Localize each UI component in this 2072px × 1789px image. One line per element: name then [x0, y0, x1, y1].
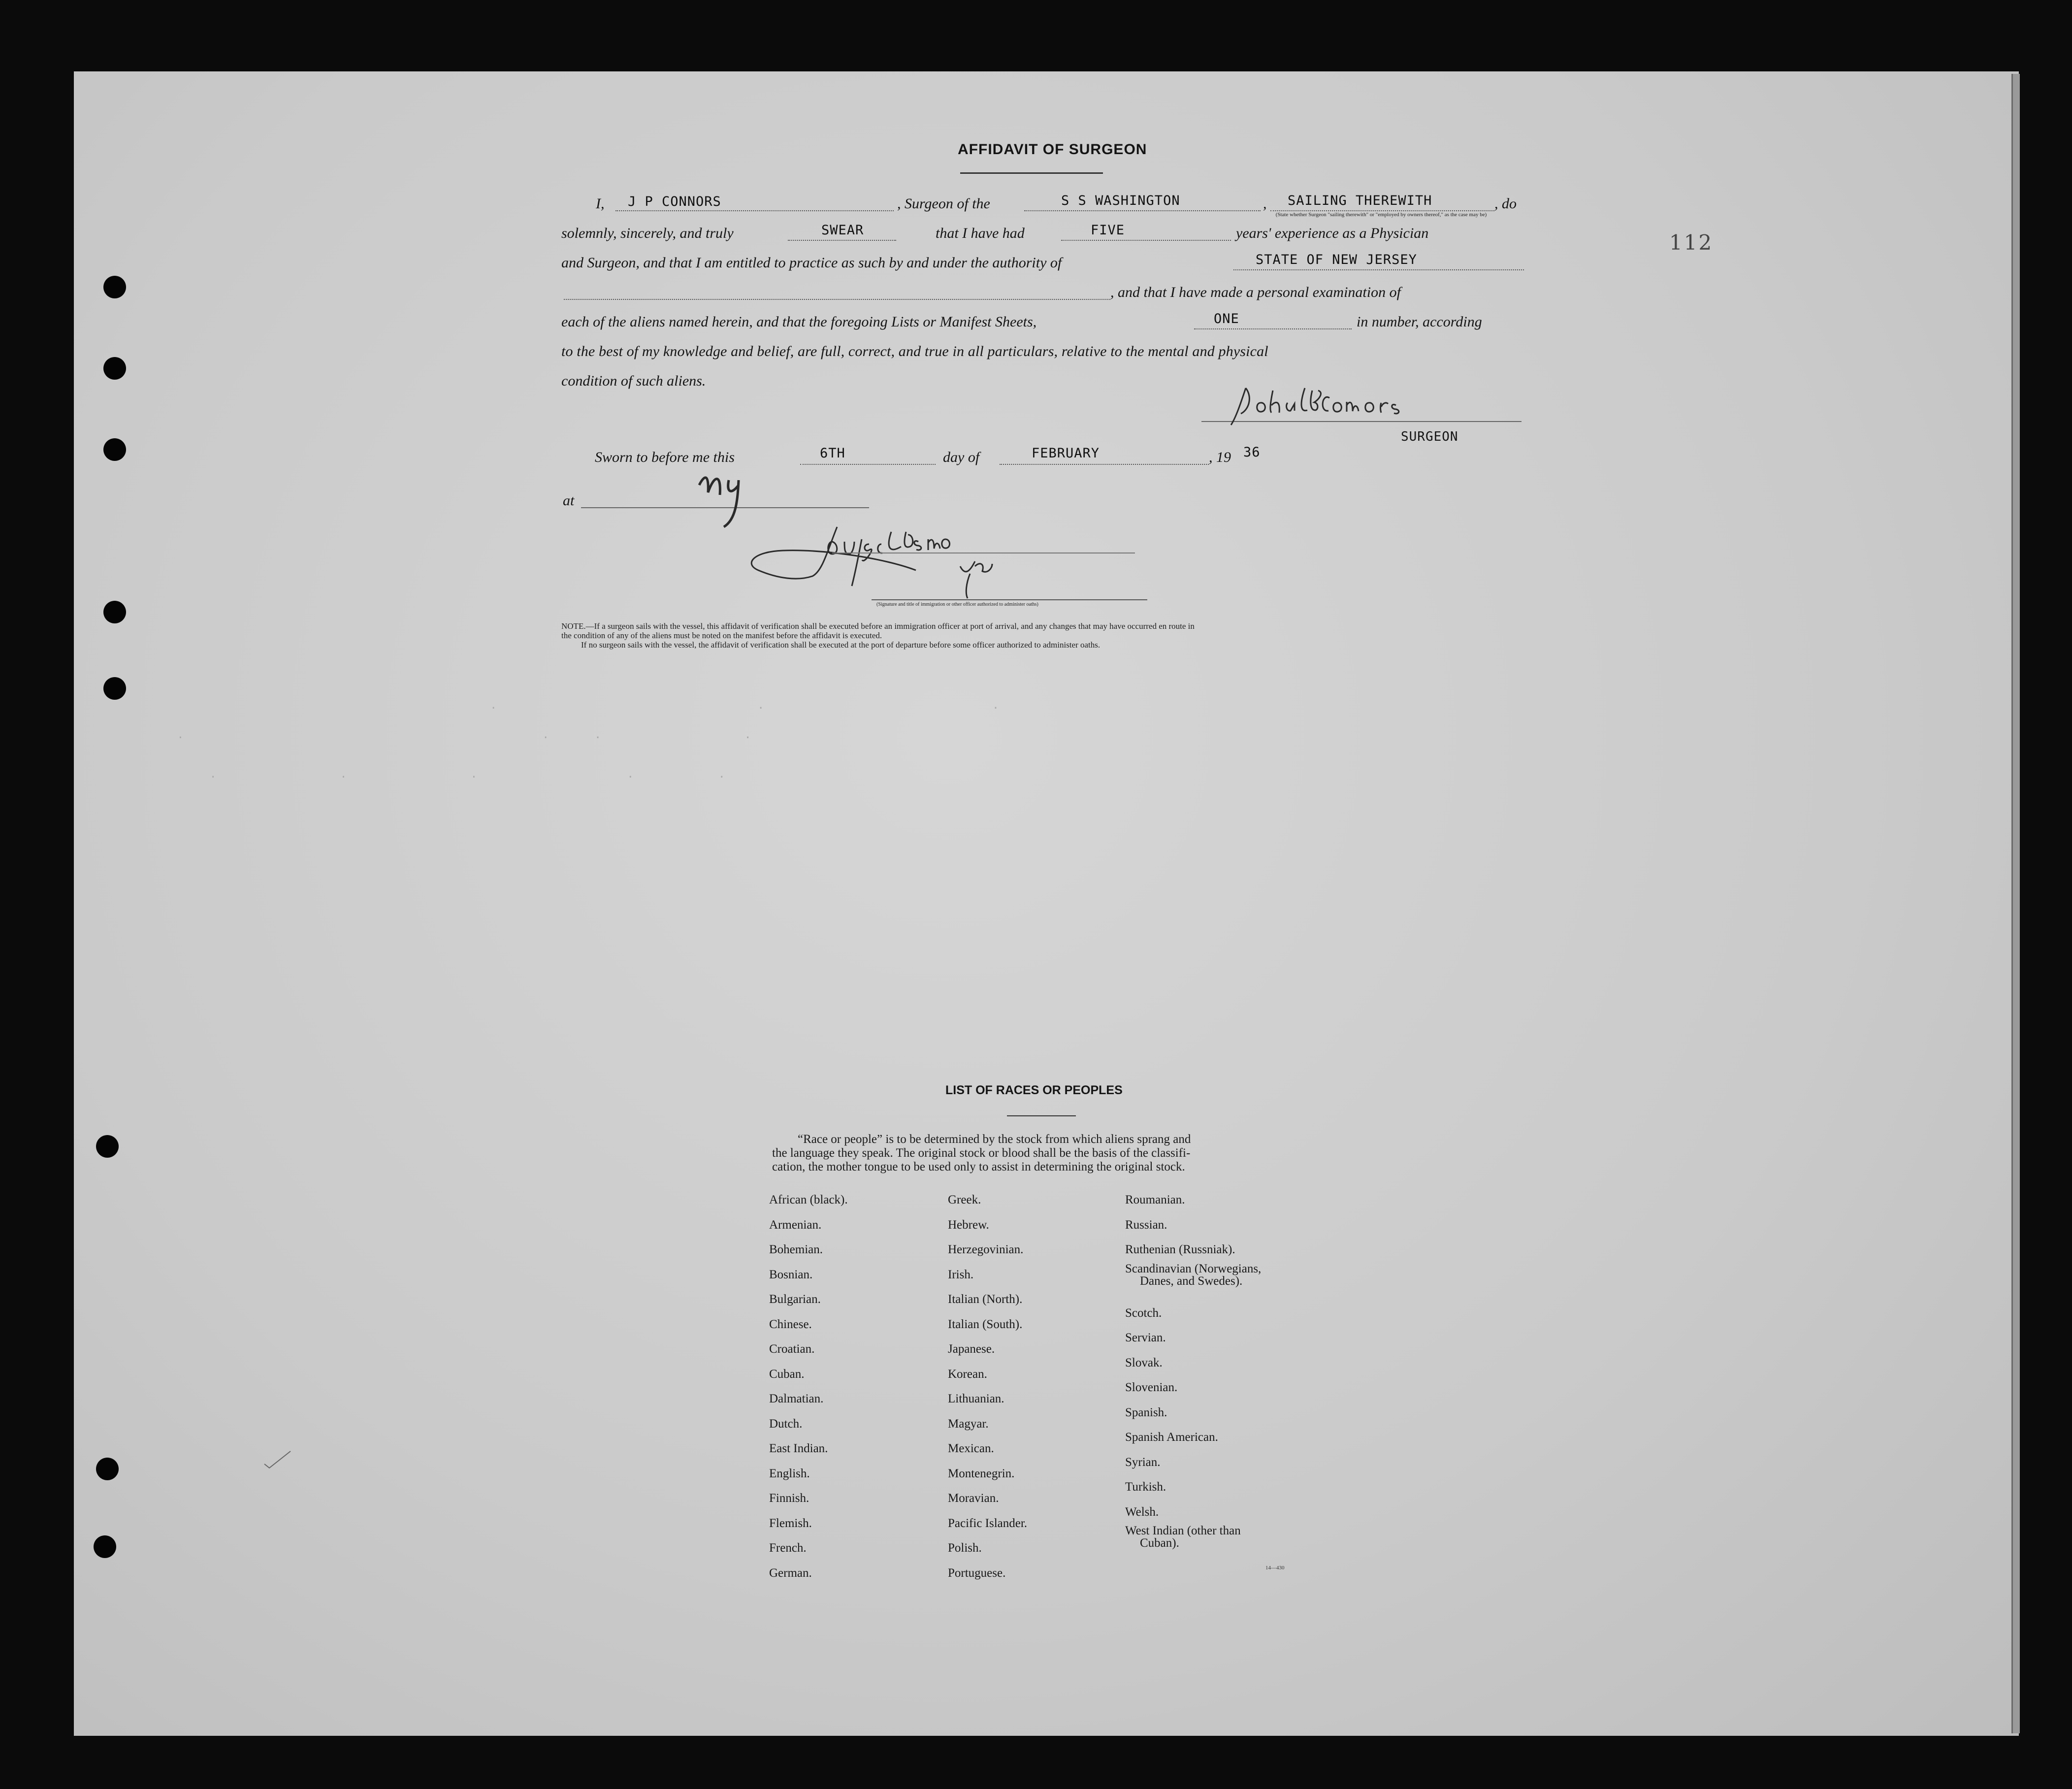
binder-hole	[103, 276, 126, 298]
line1-prefix: I,	[596, 195, 605, 212]
surgeon-label: SURGEON	[1401, 429, 1458, 444]
officer-caption: (Signature and title of immigration or other officer authorized to administer oaths)	[876, 602, 1038, 607]
race-item: Slovenian.	[1125, 1381, 1178, 1394]
status-blank	[1270, 210, 1494, 211]
races-column-2	[948, 1188, 1027, 1586]
race-item: Cuban.	[769, 1367, 805, 1381]
line6-text: to the best of my knowledge and belief, are full, correct, and true in all particulars, relative to the mental and physical	[561, 343, 1268, 359]
race-item: Scandinavian (Norwegians,	[1125, 1262, 1262, 1275]
race-item: Syrian.	[1125, 1455, 1161, 1469]
binder-hole	[103, 601, 126, 623]
count-blank	[1194, 328, 1352, 329]
race-item: Irish.	[948, 1268, 974, 1281]
race-item: Polish.	[948, 1541, 982, 1555]
page-edge	[2011, 74, 2020, 1733]
race-item: Japanese.	[948, 1342, 995, 1356]
month-blank	[1000, 464, 1209, 465]
line2-mid: that I have had	[936, 225, 1025, 241]
race-item: English.	[769, 1466, 810, 1480]
binder-hole	[96, 1458, 119, 1480]
surgeon-name: J P CONNORS	[628, 194, 721, 209]
sworn-mid: day of	[943, 449, 980, 465]
race-item: Roumanian.	[1125, 1193, 1185, 1206]
race-item: German.	[769, 1566, 812, 1580]
race-item-continued: Cuban).	[1140, 1536, 1179, 1550]
binder-hole	[103, 677, 126, 700]
race-item: Lithuanian.	[948, 1392, 1004, 1405]
bleed-through-row: . . . .	[158, 729, 751, 741]
binder-hole	[103, 357, 126, 380]
race-item-continued: Danes, and Swedes).	[1140, 1274, 1243, 1288]
race-item: Slovak.	[1125, 1356, 1163, 1369]
race-item: Bohemian.	[769, 1243, 823, 1256]
sworn-year: 36	[1243, 445, 1261, 460]
race-item: Armenian.	[769, 1218, 822, 1232]
race-item: Italian (North).	[948, 1293, 1023, 1306]
sworn-month: FEBRUARY	[1032, 446, 1100, 461]
binder-hole	[103, 438, 126, 461]
race-item: Russian.	[1125, 1218, 1167, 1232]
race-item: Scotch.	[1125, 1306, 1162, 1320]
race-item: Spanish.	[1125, 1405, 1167, 1419]
manifest-count: ONE	[1214, 311, 1239, 326]
race-item: East Indian.	[769, 1442, 828, 1455]
races-column-3	[1125, 1188, 1261, 1549]
race-item: Bosnian.	[769, 1268, 813, 1281]
line4-text: , and that I have made a personal examination of	[1110, 284, 1401, 300]
race-item: Ruthenian (Russniak).	[1125, 1243, 1235, 1256]
at-label: at	[563, 492, 575, 509]
races-title-rule	[1007, 1115, 1076, 1116]
years-experience: FIVE	[1091, 223, 1125, 238]
races-intro-2: the language they speak. The original stock or blood shall be the basis of the classifi-	[772, 1146, 1191, 1160]
oath-blank	[788, 240, 896, 241]
race-item: Mexican.	[948, 1442, 994, 1455]
race-item: Croatian.	[769, 1342, 815, 1356]
races-column-1	[769, 1188, 848, 1586]
race-item: Dutch.	[769, 1417, 803, 1431]
race-item: Bulgarian.	[769, 1293, 821, 1306]
line3-prefix: and Surgeon, and that I am entitled to practice as such by and under the authority of	[561, 255, 1062, 271]
races-title: LIST OF RACES OR PEOPLES	[945, 1083, 1123, 1097]
race-item: Chinese.	[769, 1317, 812, 1331]
sworn-day: 6TH	[820, 446, 845, 461]
title-rule	[960, 172, 1103, 174]
document-page	[74, 71, 2019, 1736]
race-item: African (black).	[769, 1193, 848, 1206]
race-item: Spanish American.	[1125, 1431, 1218, 1444]
years-blank	[1061, 240, 1231, 241]
race-item: Greek.	[948, 1193, 981, 1206]
surgeon-status: SAILING THEREWITH	[1288, 193, 1432, 208]
authority-blank	[1233, 269, 1524, 270]
status-note: (State whether Surgeon "sailing therewith" or "employed by owners thereof," as the case may be)	[1275, 212, 1487, 218]
line2-prefix: solemnly, sincerely, and truly	[561, 225, 734, 241]
race-item: Moravian.	[948, 1492, 999, 1505]
binder-hole	[94, 1535, 116, 1558]
surgeon-signature	[1226, 383, 1433, 430]
race-item: Servian.	[1125, 1331, 1166, 1344]
race-item: Turkish.	[1125, 1480, 1166, 1494]
races-intro-1: “Race or people” is to be determined by the stock from which aliens sprang and	[798, 1133, 1191, 1146]
vessel-name: S S WASHINGTON	[1061, 193, 1180, 208]
line2-suffix: years' experience as a Physician	[1236, 225, 1429, 241]
affidavit-title: AFFIDAVIT OF SURGEON	[958, 141, 1147, 158]
binder-hole	[96, 1135, 119, 1158]
race-item: Italian (South).	[948, 1317, 1023, 1331]
bleed-through-row: . . .	[158, 699, 999, 712]
race-item: Flemish.	[769, 1516, 812, 1530]
line5-suffix: in number, according	[1357, 314, 1482, 330]
races-intro-3: cation, the mother tongue to be used only to assist in determining the original stock.	[772, 1160, 1185, 1173]
line1-suffix: , do	[1494, 195, 1517, 212]
race-item: Herzegovinian.	[948, 1243, 1024, 1256]
race-item: Finnish.	[769, 1492, 809, 1505]
race-item: Montenegrin.	[948, 1466, 1015, 1480]
race-item: Pacific Islander.	[948, 1516, 1028, 1530]
check-mark	[263, 1450, 293, 1472]
note-line-3: If no surgeon sails with the vessel, the affidavit of verification shall be executed at the port of departure before some officer authorized to administer oaths.	[581, 640, 1101, 650]
race-item: French.	[769, 1541, 807, 1555]
race-item: Korean.	[948, 1367, 987, 1381]
race-item: West Indian (other than	[1125, 1524, 1241, 1537]
race-item: Hebrew.	[948, 1218, 989, 1232]
line7-text: condition of such aliens.	[561, 373, 706, 389]
race-item: Magyar.	[948, 1417, 989, 1431]
oath-word: SWEAR	[821, 223, 864, 238]
sworn-year-prefix: , 19	[1209, 449, 1231, 465]
note-line-1: NOTE.—If a surgeon sails with the vessel, this affidavit of verification shall be executed before an immigration officer at port of arrival, and any changes that may have occurred en route in	[561, 621, 1195, 631]
note-line-2: the condition of any of the aliens must be noted on the manifest before the affidavit is executed.	[561, 631, 882, 640]
race-item: Dalmatian.	[769, 1392, 824, 1405]
surgeon-name-blank	[615, 210, 894, 211]
line5-prefix: each of the aliens named herein, and that the foregoing Lists or Manifest Sheets,	[561, 314, 1037, 330]
officer-signature-line-2	[872, 599, 1147, 600]
line1-comma: ,	[1263, 195, 1267, 212]
page-number: 112	[1669, 230, 1714, 255]
sworn-prefix: Sworn to before me this	[595, 449, 735, 465]
vessel-blank	[1024, 210, 1261, 211]
race-item: Welsh.	[1125, 1505, 1159, 1519]
form-code: 14—430	[1265, 1565, 1285, 1571]
authority-continued-blank	[564, 299, 1110, 300]
bleed-through-row: . . . . .	[158, 768, 725, 781]
officer-signature	[739, 512, 1093, 613]
day-blank	[800, 464, 936, 465]
line1-mid: , Surgeon of the	[897, 195, 990, 212]
authority: STATE OF NEW JERSEY	[1256, 252, 1417, 267]
race-item: Portuguese.	[948, 1566, 1006, 1580]
